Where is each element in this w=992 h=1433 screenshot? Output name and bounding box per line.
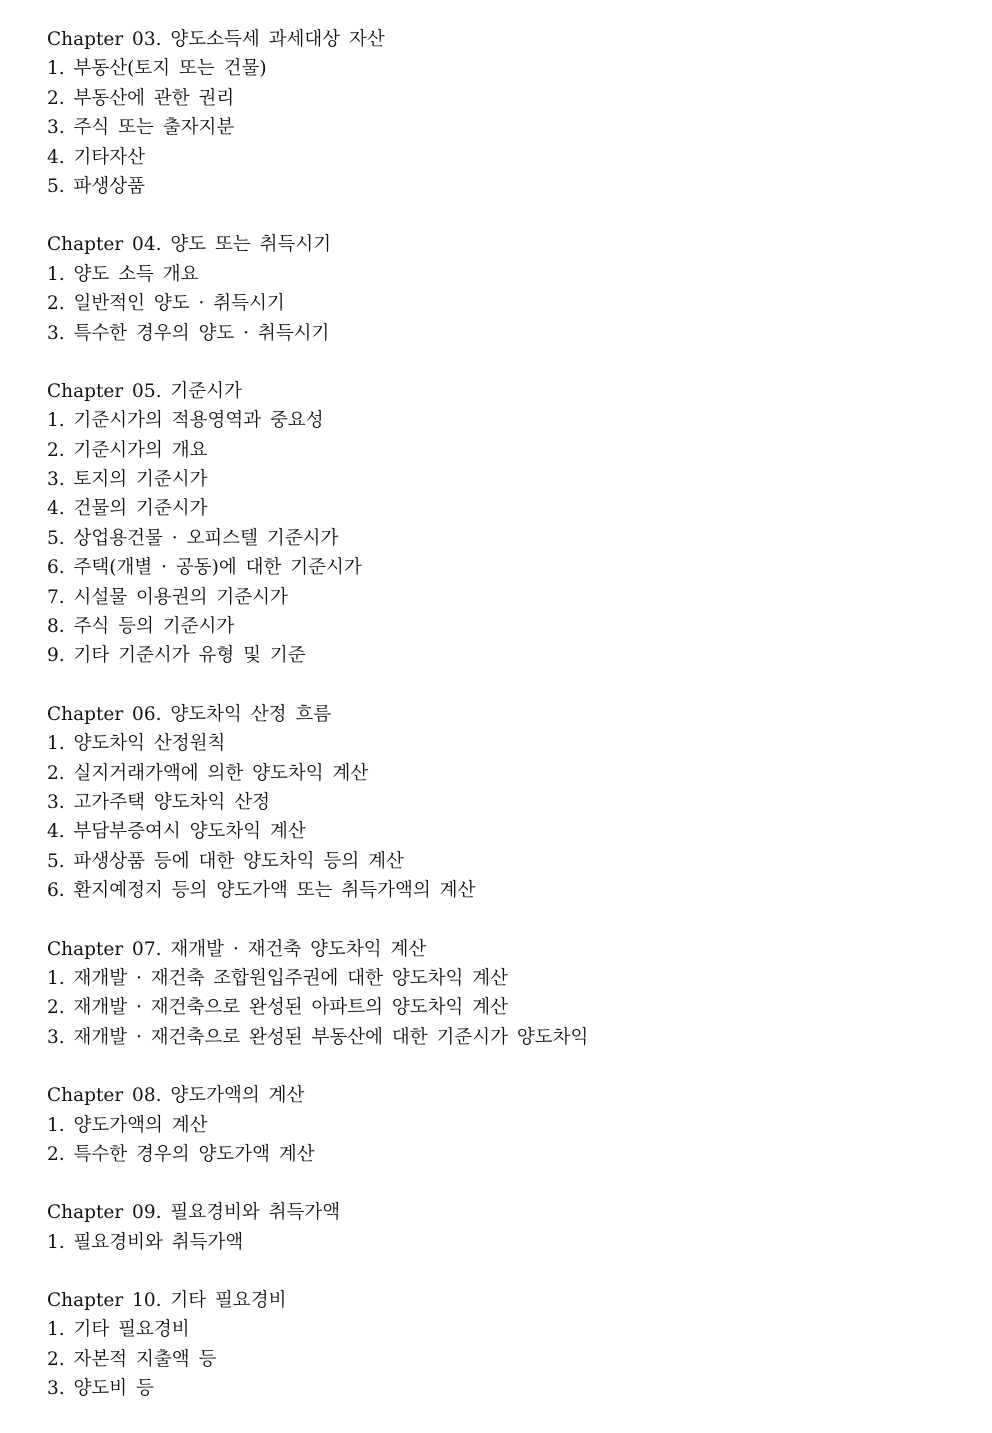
list-item: 2. 특수한 경우의 양도가액 계산 <box>47 1143 315 1165</box>
chapter-08 <box>47 1081 947 1169</box>
chapter-title: Chapter 08. 양도가액의 계산 <box>47 1085 305 1107</box>
list-item: 6. 환지예정지 등의 양도가액 또는 취득가액의 계산 <box>47 880 476 902</box>
chapter-04 <box>47 230 947 348</box>
list-item: 4. 부담부증여시 양도차익 계산 <box>47 821 306 843</box>
list-item: 7. 시설물 이용권의 기준시가 <box>47 586 288 608</box>
list-item: 3. 양도비 등 <box>47 1378 154 1400</box>
list-item: 2. 부동산에 관한 권리 <box>47 87 235 109</box>
chapter-07 <box>47 935 947 1053</box>
list-item: 2. 재개발 · 재건축으로 완성된 아파트의 양도차익 계산 <box>47 997 508 1019</box>
chapter-06 <box>47 700 947 906</box>
list-item: 1. 양도 소득 개요 <box>47 263 199 285</box>
list-item: 9. 기타 기준시가 유형 및 기준 <box>47 645 306 667</box>
chapter-title: Chapter 03. 양도소득세 과세대상 자산 <box>47 29 385 50</box>
list-item: 1. 양도가액의 계산 <box>47 1114 208 1136</box>
list-item: 5. 파생상품 등에 대한 양도차익 등의 계산 <box>47 850 404 872</box>
list-item: 5. 상업용건물 · 오피스텔 기준시가 <box>47 527 339 549</box>
list-item: 1. 기타 필요경비 <box>47 1319 190 1341</box>
list-item: 3. 토지의 기준시가 <box>47 469 208 491</box>
list-item: 1. 양도차익 산정원칙 <box>47 733 226 755</box>
list-item: 2. 기준시가의 개요 <box>47 439 208 461</box>
chapter-title: Chapter 07. 재개발 · 재건축 양도차익 계산 <box>47 938 427 960</box>
chapter-03 <box>47 25 947 201</box>
chapter-09 <box>47 1198 947 1257</box>
chapter-05 <box>47 377 947 671</box>
list-item: 2. 실지거래가액에 의한 양도차익 계산 <box>47 762 369 784</box>
list-item: 3. 특수한 경우의 양도 · 취득시기 <box>47 322 330 344</box>
chapter-title: Chapter 06. 양도차익 산정 흐름 <box>47 703 332 725</box>
list-item: 5. 파생상품 <box>47 175 146 197</box>
list-item: 3. 주식 또는 출자지분 <box>47 117 235 139</box>
list-item: 3. 고가주택 양도차익 산정 <box>47 791 271 813</box>
table-of-contents <box>47 25 947 1433</box>
list-item: 4. 기타자산 <box>47 146 146 168</box>
list-item: 1. 재개발 · 재건축 조합원입주권에 대한 양도차익 계산 <box>47 967 508 989</box>
list-item: 2. 자본적 지출액 등 <box>47 1348 217 1370</box>
chapter-title: Chapter 05. 기준시가 <box>47 380 242 402</box>
chapter-10 <box>47 1286 947 1404</box>
list-item: 3. 재개발 · 재건축으로 완성된 부동산에 대한 기준시가 양도차익 <box>47 1026 589 1048</box>
list-item: 4. 건물의 기준시가 <box>47 498 208 520</box>
chapter-title: Chapter 04. 양도 또는 취득시기 <box>47 234 332 256</box>
list-item: 2. 일반적인 양도 · 취득시기 <box>47 293 285 315</box>
list-item: 1. 필요경비와 취득가액 <box>47 1231 244 1253</box>
list-item: 1. 부동산(토지 또는 건물) <box>47 58 267 80</box>
chapter-title: Chapter 09. 필요경비와 취득가액 <box>47 1202 341 1224</box>
list-item: 8. 주식 등의 기준시가 <box>47 616 235 638</box>
list-item: 1. 기준시가의 적용영역과 중요성 <box>47 410 324 432</box>
list-item: 6. 주택(개별 · 공동)에 대한 기준시가 <box>47 557 362 579</box>
chapter-title: Chapter 10. 기타 필요경비 <box>47 1290 287 1312</box>
